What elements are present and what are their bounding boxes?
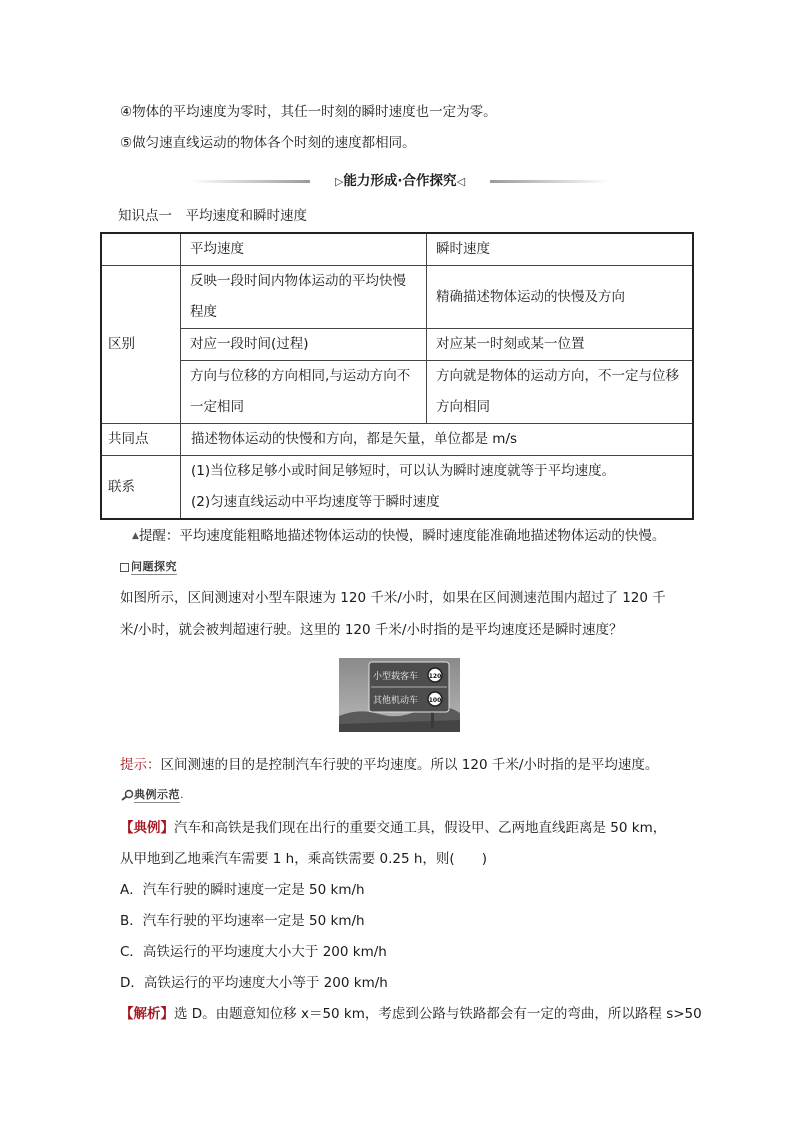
- knowledge-heading: 知识点一 平均速度和瞬时速度: [118, 208, 307, 224]
- analysis-line: [120, 1004, 702, 1024]
- banner-rule-left: [190, 180, 310, 183]
- banner-rule-right: [490, 180, 610, 183]
- magnifier-icon: [120, 789, 134, 801]
- diff-instant-meaning: 精确描述物体运动的快慢及方向: [427, 266, 694, 329]
- hint-text: 区间测速的目的是控制汽车行驶的平均速度。所以 120 千米/小时指的是平均速度。: [160, 757, 659, 773]
- cell-line: 一定相同: [190, 399, 244, 415]
- hint-line: [120, 755, 658, 775]
- example-label: 【典例】: [120, 820, 174, 836]
- common-text: 描述物体运动的快慢和方向，都是矢量，单位都是 m/s: [181, 424, 694, 456]
- table-row: [101, 329, 693, 361]
- sign-value-1: 120: [428, 673, 442, 680]
- table-corner-cell: [101, 233, 181, 266]
- statement-4: ④物体的平均速度为零时，其任一时刻的瞬时速度也一定为零。: [120, 104, 497, 120]
- speed-limit-sign-photo: [339, 658, 460, 732]
- inquiry-tag: 问题探究: [120, 558, 177, 574]
- example-line-1: [120, 818, 666, 838]
- section-banner: [190, 172, 610, 190]
- header-average-speed: 平均速度: [181, 233, 427, 266]
- difference-label: 区别: [101, 266, 181, 424]
- inquiry-box-icon: [120, 563, 129, 572]
- example-line-2: 从甲地到乙地乘汽车需要 1 h，乘高铁需要 0.25 h，则( ): [120, 851, 487, 867]
- table-row: [101, 456, 693, 520]
- sign-label-1: 小型载客车: [373, 672, 419, 682]
- cell-line: 方向与位移的方向相同,与运动方向不: [190, 368, 411, 384]
- option-d: D．高铁运行的平均速度大小等于 200 km/h: [120, 975, 388, 991]
- sign-value-2: 100: [428, 697, 442, 704]
- warning-triangle-icon: ▲: [132, 531, 139, 541]
- table-row: [101, 266, 693, 329]
- table-header-row: [101, 233, 693, 266]
- common-label: 共同点: [101, 424, 181, 456]
- analysis-text: 选 D。由题意知位移 x＝50 km，考虑到公路与铁路都会有一定的弯曲，所以路程 s>50: [174, 1006, 702, 1022]
- banner-arrow-left-icon: ◁: [456, 175, 466, 188]
- cell-line: 反映一段时间内物体运动的平均快慢: [190, 273, 406, 289]
- statement-5: ⑤做匀速直线运动的物体各个时刻的速度都相同。: [120, 135, 416, 151]
- diff-instant-direction: [427, 361, 694, 424]
- cell-line: (1)当位移足够小或时间足够短时，可以认为瞬时速度就等于平均速度。: [191, 463, 616, 479]
- option-b: B．汽车行驶的平均速率一定是 50 km/h: [120, 913, 365, 929]
- inquiry-line-2: 米/小时，就会被判超速行驶。这里的 120 千米/小时指的是平均速度还是瞬时速度？: [120, 622, 623, 638]
- option-c: C．高铁运行的平均速度大小大于 200 km/h: [120, 944, 387, 960]
- diff-average-correspondence: 对应一段时间(过程): [181, 329, 427, 361]
- comparison-table: [100, 232, 694, 520]
- cell-line: 方向相同: [436, 399, 490, 415]
- example-text: 汽车和高铁是我们现在出行的重要交通工具，假设甲、乙两地直线距离是 50 km，: [174, 820, 667, 836]
- banner-title: ▷能力形成·合作探究◁: [334, 173, 466, 189]
- sign-label-2: 其他机动车: [373, 696, 419, 706]
- header-instant-speed: 瞬时速度: [427, 233, 694, 266]
- reminder-note: ▲提醒：平均速度能粗略地描述物体运动的快慢，瞬时速度能准确地描述物体运动的快慢。: [132, 528, 666, 544]
- diff-average-direction: [181, 361, 427, 424]
- inquiry-line-1: 如图所示，区间测速对小型车限速为 120 千米/小时，如果在区间测速范围内超过了 120 千: [120, 590, 666, 606]
- relation-text: [181, 456, 694, 520]
- cell-line: (2)匀速直线运动中平均速度等于瞬时速度: [191, 494, 440, 510]
- option-a: A．汽车行驶的瞬时速度一定是 50 km/h: [120, 882, 365, 898]
- relation-label: 联系: [101, 456, 181, 520]
- example-tag: 典例示范.: [120, 786, 184, 802]
- table-row: [101, 361, 693, 424]
- diff-instant-correspondence: 对应某一时刻或某一位置: [427, 329, 694, 361]
- hint-label: 提示：: [120, 757, 161, 773]
- table-row: [101, 424, 693, 456]
- banner-arrow-right-icon: ▷: [334, 175, 344, 188]
- cell-line: 程度: [190, 304, 217, 320]
- diff-average-meaning: [181, 266, 427, 329]
- analysis-label: 【解析】: [120, 1006, 174, 1022]
- cell-line: 方向就是物体的运动方向，不一定与位移: [436, 368, 679, 384]
